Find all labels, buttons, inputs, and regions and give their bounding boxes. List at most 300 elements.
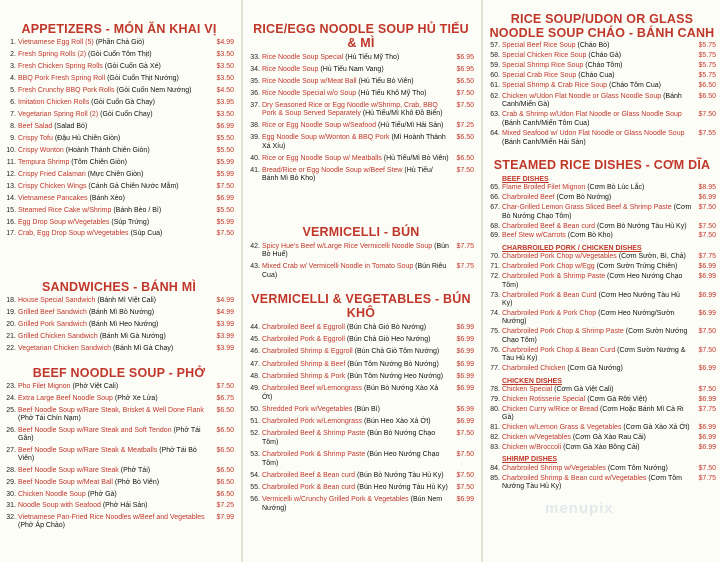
item-number: 2. [10, 51, 16, 59]
item-price: $6.50 [698, 82, 716, 90]
item-price: $7.25 [456, 122, 474, 129]
item-number: 47. [250, 360, 260, 368]
item-name [502, 310, 692, 327]
item-number: 85. [490, 474, 500, 482]
item-name [18, 87, 210, 96]
item-name [18, 309, 210, 318]
item-price: $6.50 [216, 490, 234, 498]
menu-item [4, 171, 234, 180]
item-english-name: Charbroiled Shrimp w/Vegetables [502, 464, 608, 472]
subsection-title: CHARBROILED PORK / CHICKEN DISHES [502, 244, 642, 252]
menu-item [248, 385, 474, 402]
menu-item [248, 155, 474, 164]
menu-item [4, 63, 234, 72]
item-number: 75. [490, 328, 500, 336]
item-name [18, 39, 210, 48]
item-price: $3.99 [216, 345, 234, 353]
item-price: $6.99 [698, 194, 716, 202]
item-name [502, 194, 692, 203]
item-number: 35. [250, 77, 260, 85]
menu-section [248, 22, 474, 184]
menu-item [488, 310, 716, 327]
item-price: $3.99 [216, 321, 234, 329]
item-vietnamese-name: (Phở Tái Bò Viên) [18, 446, 197, 463]
item-vietnamese-name: (Bún Heo Xào Xả Ớt) [363, 418, 431, 425]
item-english-name: Pho Filet Mignon [18, 383, 73, 391]
item-number: 59. [490, 62, 500, 70]
item-number: 74. [490, 309, 500, 317]
item-vietnamese-name: (Phở Xe Lửa) [114, 394, 158, 402]
item-number: 8. [10, 123, 16, 130]
item-number: 76. [490, 346, 500, 354]
item-vietnamese-name: (Cháo Gà) [588, 51, 622, 59]
item-english-name: Special Beef Rice Soup [502, 41, 578, 49]
menu-item [248, 102, 474, 119]
item-number: 10. [6, 146, 16, 154]
item-number: 70. [490, 253, 500, 261]
item-price: $7.75 [698, 474, 716, 482]
item-name [262, 472, 450, 481]
item-price: $7.50 [216, 383, 234, 391]
item-name [262, 336, 450, 345]
item-english-name: Charbroiled Chicken [502, 365, 568, 373]
menu-item [4, 427, 234, 444]
item-english-name: Char-Grilled Lemon Grass Sliced Beef & Shrimp Paste [502, 204, 674, 212]
item-vietnamese-name: (Cơm Heo Nướng Chạo Tôm) [502, 273, 683, 289]
item-vietnamese-name: (Phần Chả Giò) [95, 39, 145, 47]
item-price: $7.50 [698, 204, 716, 212]
item-english-name: Charbroiled Shrimp & Pork [262, 372, 348, 380]
item-number: 83. [490, 443, 500, 451]
item-price: $6.99 [698, 424, 716, 432]
item-name [262, 451, 450, 468]
item-price: $6.99 [456, 336, 474, 343]
item-number: 6. [10, 99, 16, 107]
item-price: $7.75 [456, 242, 474, 250]
item-vietnamese-name: (Hủ Tiếu/Mì Bò Viên) [383, 154, 449, 162]
item-price: $6.99 [456, 348, 474, 356]
item-vietnamese-name: (Bánh Canh/Miến Hải Sản) [502, 138, 586, 146]
item-name [262, 102, 450, 119]
item-vietnamese-name: (Cơm Bò Nướng) [556, 194, 612, 202]
item-english-name: Chicken Noodle Soup [18, 490, 88, 498]
item-vietnamese-name: (Cháo Tôm Cua) [609, 82, 662, 90]
item-vietnamese-name: (Cơm Heo Nướng/Sườn Nướng) [502, 309, 675, 326]
item-name [502, 396, 692, 405]
item-english-name: BBQ Pork Fresh Spring Roll [18, 75, 108, 83]
item-name [262, 430, 450, 447]
item-name [502, 386, 692, 395]
item-vietnamese-name: (Cánh Gà Chiên Nước Mắm) [88, 182, 179, 190]
item-name [262, 122, 450, 131]
item-number: 3. [10, 63, 16, 71]
item-number: 65. [490, 184, 500, 192]
item-vietnamese-name: (Cơm Sườn, Bì, Chả) [618, 253, 686, 261]
item-vietnamese-name: (Bánh Mì Gà Chay) [112, 345, 174, 353]
menu-item [4, 407, 234, 424]
item-price: $6.50 [456, 154, 474, 162]
item-price: $7.50 [456, 101, 474, 109]
menu-item [488, 444, 716, 453]
item-vietnamese-name: (Gỏi Cuốn Nem Nướng) [116, 87, 192, 95]
item-name [18, 407, 210, 424]
item-number: 17. [6, 230, 16, 238]
item-name [502, 406, 692, 423]
item-english-name: Rice Noodle Soup [262, 65, 321, 73]
item-english-name: Extra Large Beef Noodle Soup [18, 394, 115, 402]
item-price: $7.50 [698, 385, 716, 393]
item-name [262, 134, 450, 151]
menu-item [488, 82, 716, 91]
menu-item [4, 321, 234, 330]
item-english-name: Beef Stew w/Carrots [502, 232, 568, 240]
menu-item [488, 396, 716, 405]
item-number: 73. [490, 291, 500, 299]
item-vietnamese-name: (Phở Tái Gân) [18, 426, 201, 443]
item-price: $6.99 [456, 405, 474, 413]
section-title: VERMICELLI - BÚN [302, 225, 420, 239]
item-english-name: Charbroiled Beef & Bean curd [262, 471, 357, 479]
item-name [262, 54, 450, 63]
item-english-name: Charbroiled Pork Chop w/Vegetables [502, 253, 619, 261]
item-price: $4.99 [216, 39, 234, 47]
item-number: 11. [6, 158, 16, 166]
item-vietnamese-name: (Cơm Bò Lúc Lắc) [587, 184, 645, 192]
item-english-name: Beef Noodle Soup w/Rare Steak [18, 467, 121, 475]
item-price: $7.50 [456, 471, 474, 479]
item-english-name: Charbroiled Pork & Bean Curd [502, 291, 599, 299]
item-number: 30. [6, 490, 16, 498]
menu-item [4, 230, 234, 239]
item-name [502, 273, 692, 290]
item-name [502, 263, 692, 272]
item-english-name: Vietnamese Egg Roll (5) [18, 39, 96, 47]
item-english-name: Charbroiled Pork Chop & Shrimp Paste [502, 328, 626, 336]
item-number: 26. [6, 426, 16, 434]
item-vietnamese-name: (Hủ Tiếu/ Bánh Mì Bò Kho) [262, 166, 433, 182]
item-vietnamese-name: (Gỏi Cuốn Gà Xé) [104, 63, 161, 71]
item-price: $6.50 [698, 92, 716, 100]
menu-item [488, 465, 716, 474]
menu-item [488, 347, 716, 364]
item-english-name: Beef Noodle Soup w/Rare Steak, Brisket & Well Done Flank [18, 406, 204, 414]
item-english-name: Crispy Chicken Wings [18, 182, 89, 190]
item-price: $6.99 [456, 323, 474, 331]
item-number: 80. [490, 405, 500, 413]
menu-item [248, 336, 474, 345]
item-price: $6.50 [456, 134, 474, 141]
item-english-name: Egg Drop Soup w/Vegetables [18, 218, 112, 226]
item-english-name: Charbroiled Shrimp & Beef [262, 360, 348, 368]
item-price: $5.99 [216, 170, 234, 178]
item-price: $7.50 [456, 166, 474, 174]
item-number: 58. [490, 51, 500, 59]
item-vietnamese-name: (Hủ Tiếu Bò Viên) [358, 77, 414, 85]
item-name [18, 427, 210, 444]
menu-item [4, 395, 234, 404]
menu-item [488, 365, 716, 374]
item-name [18, 111, 210, 120]
menu-item [248, 122, 474, 131]
item-price: $7.75 [456, 263, 474, 270]
item-vietnamese-name: (Cơm Gà Xào Bông Cải) [563, 443, 640, 451]
item-name [502, 111, 692, 128]
item-name [18, 147, 210, 156]
item-vietnamese-name: (Cơm Bò Nướng Chạo Tôm) [502, 204, 692, 220]
menu-item [488, 194, 716, 203]
item-vietnamese-name: (Phở Bò Viên) [114, 478, 160, 486]
item-price: $8.95 [698, 184, 716, 192]
item-english-name: Charbroiled Pork & Eggroll [262, 336, 347, 343]
item-vietnamese-name: (Bánh Canh/Miến Tôm Cua) [502, 119, 590, 127]
item-number: 5. [10, 87, 16, 95]
item-vietnamese-name: (Gỏi Cuốn Chay) [100, 111, 153, 119]
menu-section [488, 158, 716, 492]
item-name [502, 42, 692, 51]
item-name [18, 297, 210, 306]
menu-item [248, 90, 474, 99]
item-english-name: Special Chicken Rice Soup [502, 51, 589, 59]
item-vietnamese-name: (Hủ Tiếu Mỹ Tho) [345, 53, 400, 61]
item-name [262, 418, 450, 427]
item-vietnamese-name: (Bánh Mì Việt Cali) [97, 297, 157, 305]
item-name [502, 292, 692, 309]
item-english-name: Charbroiled Pork & Pork Chop [502, 309, 599, 317]
item-english-name: Chicken Rotisserie Special [502, 395, 588, 403]
item-vietnamese-name: (Hủ Tiếu/Mì Khô Đồ Biển) [362, 110, 443, 117]
item-number: 79. [490, 395, 500, 403]
item-price: $7.50 [456, 484, 474, 491]
item-price: $7.50 [456, 430, 474, 438]
item-vietnamese-name: (Bún Heo Nướng Chạo Tôm) [262, 451, 440, 467]
item-english-name: Crispy Tofu [18, 134, 55, 142]
item-vietnamese-name: (Bún Tôm Nướng Heo Nướng) [347, 372, 444, 380]
item-price: $6.75 [216, 394, 234, 402]
item-price: $3.99 [216, 333, 234, 341]
item-english-name: Grilled Beef Sandwich [18, 309, 89, 317]
menu-item [488, 475, 716, 492]
item-name [262, 243, 450, 260]
item-english-name: Mixed Crab w/ Vermicelli Noodle in Tomato Soup [262, 263, 416, 270]
item-number: 69. [490, 232, 500, 240]
item-price: $6.50 [216, 446, 234, 454]
item-number: 52. [250, 430, 260, 438]
item-english-name: Vietnamese Pan-Fried Rice Noodles w/Beef and Vegetables [18, 513, 205, 521]
item-name [18, 219, 210, 228]
item-number: 44. [250, 323, 260, 331]
item-english-name: Grilled Pork Sandwich [18, 321, 89, 329]
menu-item [248, 348, 474, 357]
item-price: $6.99 [698, 365, 716, 373]
item-number: 36. [250, 89, 260, 97]
item-price: $7.50 [698, 328, 716, 336]
item-price: $5.75 [698, 72, 716, 80]
menu-item [4, 159, 234, 168]
menu-item [248, 373, 474, 382]
menu-item [488, 292, 716, 309]
item-english-name: Charbroiled Pork & Shrimp Paste [502, 273, 608, 281]
item-name [18, 195, 210, 204]
item-price: $7.50 [698, 111, 716, 119]
menu-item [248, 430, 474, 447]
item-price: $4.99 [216, 297, 234, 305]
item-english-name: Spicy Hue's Beef w/Large Rice Vermicelli Noodle Soup [262, 242, 435, 250]
item-price: $7.99 [216, 513, 234, 521]
item-name [502, 444, 692, 453]
item-name [18, 171, 210, 180]
item-price: $7.50 [698, 346, 716, 354]
item-price: $6.99 [216, 194, 234, 202]
item-vietnamese-name: (Bún Riêu Cua) [262, 263, 447, 279]
item-english-name: Crispy Wonton [18, 146, 66, 154]
item-name [18, 479, 210, 488]
item-number: 84. [490, 464, 500, 472]
menu-item [4, 195, 234, 204]
menu-item [4, 99, 234, 108]
item-number: 53. [250, 451, 260, 458]
menu-item [4, 502, 234, 511]
menu-item [488, 386, 716, 395]
section-title: STEAMED RICE DISHES - CƠM DĨA [493, 158, 711, 172]
item-price: $5.99 [216, 218, 234, 226]
item-number: 39. [250, 134, 260, 141]
item-vietnamese-name: (Phở Áp Chảo) [18, 522, 66, 530]
item-vietnamese-name: (Bún Bì) [354, 405, 380, 413]
item-vietnamese-name: (Bánh Mì Bò Nướng) [88, 309, 155, 317]
menu-item [488, 232, 716, 241]
item-vietnamese-name: (Bún Chả Giò Tôm Nướng) [354, 348, 440, 356]
menu-item [488, 434, 716, 443]
item-vietnamese-name: (Bún Tôm Nướng Bò Nướng) [347, 360, 439, 368]
item-name [262, 373, 450, 382]
item-english-name: Rice Noodle Soup Special [262, 53, 346, 61]
item-english-name: Charbroiled Beef w/Lemongrass [262, 385, 364, 392]
item-name [502, 434, 692, 443]
item-vietnamese-name: (Cơm Bò Nướng Tàu Hủ Ky) [596, 222, 687, 230]
item-name [502, 130, 692, 147]
menu-column-left [0, 0, 238, 562]
item-number: 19. [6, 309, 16, 317]
item-name [18, 383, 210, 392]
menu-item [488, 62, 716, 71]
item-price: $7.50 [698, 464, 716, 472]
item-number: 25. [6, 406, 16, 414]
item-english-name: Tempura Shrimp [18, 158, 72, 166]
item-vietnamese-name: (Cơm Sườn Nướng Chạo Tôm) [502, 328, 688, 344]
item-english-name: Special Crab Rice Soup [502, 72, 579, 80]
item-number: 82. [490, 434, 500, 442]
item-number: 4. [10, 75, 16, 83]
menu-section [248, 225, 474, 280]
item-number: 46. [250, 348, 260, 356]
item-name [502, 365, 692, 374]
item-price: $5.75 [698, 51, 716, 59]
menu-item [4, 51, 234, 60]
item-price: $6.99 [698, 263, 716, 271]
item-number: 60. [490, 72, 500, 80]
item-vietnamese-name: (Cháo Bò) [577, 41, 610, 49]
menu-section [488, 12, 716, 147]
menu-item [248, 472, 474, 481]
item-english-name: Chicken Special [502, 385, 555, 393]
item-english-name: Flame Broiled Filet Mignon [502, 184, 588, 192]
menu-item [248, 418, 474, 427]
menu-item [488, 130, 716, 147]
menu-item [4, 467, 234, 476]
item-english-name: Crab & Shrimp w/Udon Flat Noodle or Glass Noodle Soup [502, 111, 682, 119]
item-english-name: Charbroiled Beef & Eggroll [262, 323, 347, 331]
item-name [502, 475, 692, 492]
item-number: 54. [250, 471, 260, 479]
menu-item [488, 52, 716, 61]
section-title: RICE SOUP/UDON OR GLASS NOODLE SOUP CHÁO - BÁNH CANH [489, 12, 715, 40]
item-number: 9. [10, 134, 16, 142]
item-price: $6.99 [698, 395, 716, 403]
item-price: $5.50 [216, 146, 234, 154]
menu-item [4, 345, 234, 354]
subsection-title: SHIRMP DISHES [502, 456, 558, 464]
menu-item [4, 309, 234, 318]
section-title: BEEF NOODLE SOUP - PHỞ [32, 366, 206, 380]
item-name [18, 514, 210, 531]
item-vietnamese-name: (Bún Bò Nướng Tàu Hủ Ky) [356, 471, 444, 479]
item-english-name: Charbroiled Shrimp & Bean curd w/Vegetables [502, 474, 649, 482]
section-title: RICE/EGG NOODLE SOUP HỦ TIẾU & MÌ [253, 22, 469, 50]
item-vietnamese-name: (Bánh Mì Gà Nướng) [99, 333, 166, 341]
item-english-name: House Special Sandwich [18, 297, 98, 305]
item-name [262, 406, 450, 415]
menu-section [248, 292, 474, 513]
item-vietnamese-name: (Bún Bò Nướng Chạo Tôm) [262, 430, 436, 446]
item-name [502, 465, 692, 474]
item-name [18, 502, 210, 511]
item-english-name: Mixed Seafood w/ Udon Flat Noodle or Glass Noodle Soup [502, 130, 685, 137]
menu-item [4, 514, 234, 531]
item-price: $6.99 [456, 496, 474, 504]
item-price: $4.99 [216, 309, 234, 317]
item-name [18, 63, 210, 72]
item-vietnamese-name: (Cơm Gà Nướng) [567, 365, 623, 373]
item-name [502, 204, 692, 221]
item-number: 66. [490, 194, 500, 202]
menu-item [488, 253, 716, 262]
menu-item [4, 333, 234, 342]
item-english-name: Shredded Pork w/Vegetables [262, 405, 355, 413]
item-number: 56. [250, 496, 260, 504]
item-name [18, 447, 210, 464]
item-name [262, 167, 450, 184]
item-name [502, 184, 692, 193]
item-english-name: Grilled Chicken Sandwich [18, 333, 100, 341]
item-name [262, 496, 450, 513]
item-name [262, 484, 450, 493]
item-number: 41. [250, 166, 260, 174]
item-number: 32. [6, 513, 16, 521]
menu-item [4, 87, 234, 96]
item-number: 12. [6, 170, 16, 178]
item-number: 38. [250, 122, 260, 129]
item-english-name: Beef Noodle Soup w/Meat Ball [18, 478, 115, 486]
item-number: 55. [250, 484, 260, 491]
item-vietnamese-name: (Bún Nem Nướng) [262, 496, 443, 512]
item-english-name: Crab, Egg Drop Soup w/Vegetables [18, 230, 131, 238]
item-price: $7.50 [698, 222, 716, 230]
item-name [262, 361, 450, 370]
item-english-name: Charbroiled Beef & Bean curd [502, 222, 597, 230]
item-price: $7.50 [456, 451, 474, 458]
item-vietnamese-name: (Bún Chả Giò Heo Nướng) [346, 336, 431, 343]
item-name [18, 123, 210, 132]
